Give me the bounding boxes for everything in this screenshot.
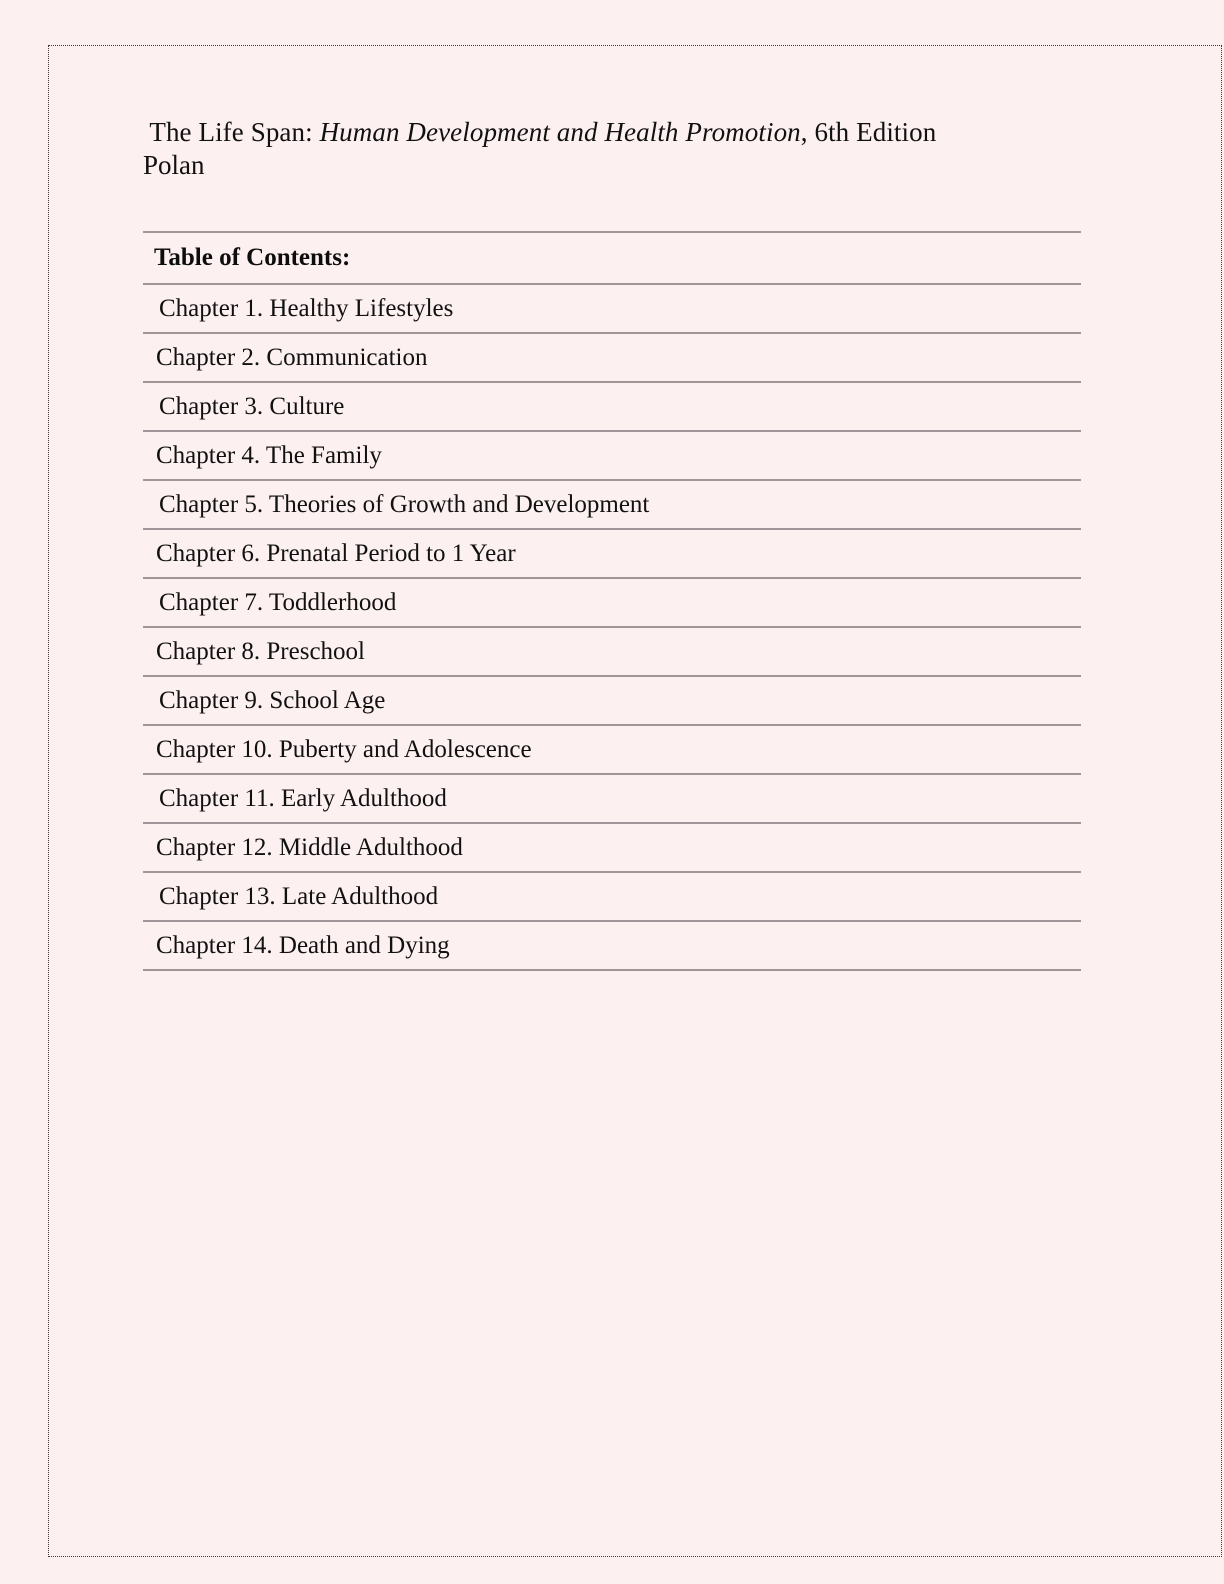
toc-header-row <box>143 232 1081 284</box>
toc-chapter-12[interactable]: Chapter 12. Middle Adulthood <box>143 823 1081 872</box>
document-content <box>143 116 1083 971</box>
toc-chapter-3[interactable]: Chapter 3. Culture <box>143 382 1081 431</box>
toc-heading: Table of Contents: <box>143 232 1081 284</box>
toc-chapter-14[interactable]: Chapter 14. Death and Dying <box>143 921 1081 970</box>
table-row <box>143 431 1081 480</box>
toc-chapter-6[interactable]: Chapter 6. Prenatal Period to 1 Year <box>143 529 1081 578</box>
toc-chapter-10[interactable]: Chapter 10. Puberty and Adolescence <box>143 725 1081 774</box>
table-row <box>143 823 1081 872</box>
table-row <box>143 627 1081 676</box>
toc-chapter-2[interactable]: Chapter 2. Communication <box>143 333 1081 382</box>
table-of-contents <box>143 231 1081 971</box>
title-subtitle: Human Development and Health Promotion <box>319 117 801 147</box>
table-row <box>143 529 1081 578</box>
toc-chapter-4[interactable]: Chapter 4. The Family <box>143 431 1081 480</box>
table-row <box>143 480 1081 529</box>
toc-chapter-11[interactable]: Chapter 11. Early Adulthood <box>143 774 1081 823</box>
toc-body <box>143 232 1081 970</box>
table-row <box>143 676 1081 725</box>
table-row <box>143 382 1081 431</box>
page-title <box>143 116 1083 149</box>
table-row <box>143 284 1081 333</box>
toc-chapter-5[interactable]: Chapter 5. Theories of Growth and Development <box>143 480 1081 529</box>
title-edition: , 6th Edition <box>800 117 937 147</box>
toc-chapter-9[interactable]: Chapter 9. School Age <box>143 676 1081 725</box>
toc-chapter-13[interactable]: Chapter 13. Late Adulthood <box>143 872 1081 921</box>
toc-chapter-7[interactable]: Chapter 7. Toddlerhood <box>143 578 1081 627</box>
table-row <box>143 872 1081 921</box>
table-row <box>143 921 1081 970</box>
toc-chapter-1[interactable]: Chapter 1. Healthy Lifestyles <box>143 284 1081 333</box>
toc-chapter-8[interactable]: Chapter 8. Preschool <box>143 627 1081 676</box>
document-page <box>48 45 1222 1557</box>
table-row <box>143 333 1081 382</box>
table-row <box>143 774 1081 823</box>
title-lead: The Life Span: <box>143 117 320 147</box>
table-row <box>143 725 1081 774</box>
table-row <box>143 578 1081 627</box>
author-name: Polan <box>143 150 205 180</box>
